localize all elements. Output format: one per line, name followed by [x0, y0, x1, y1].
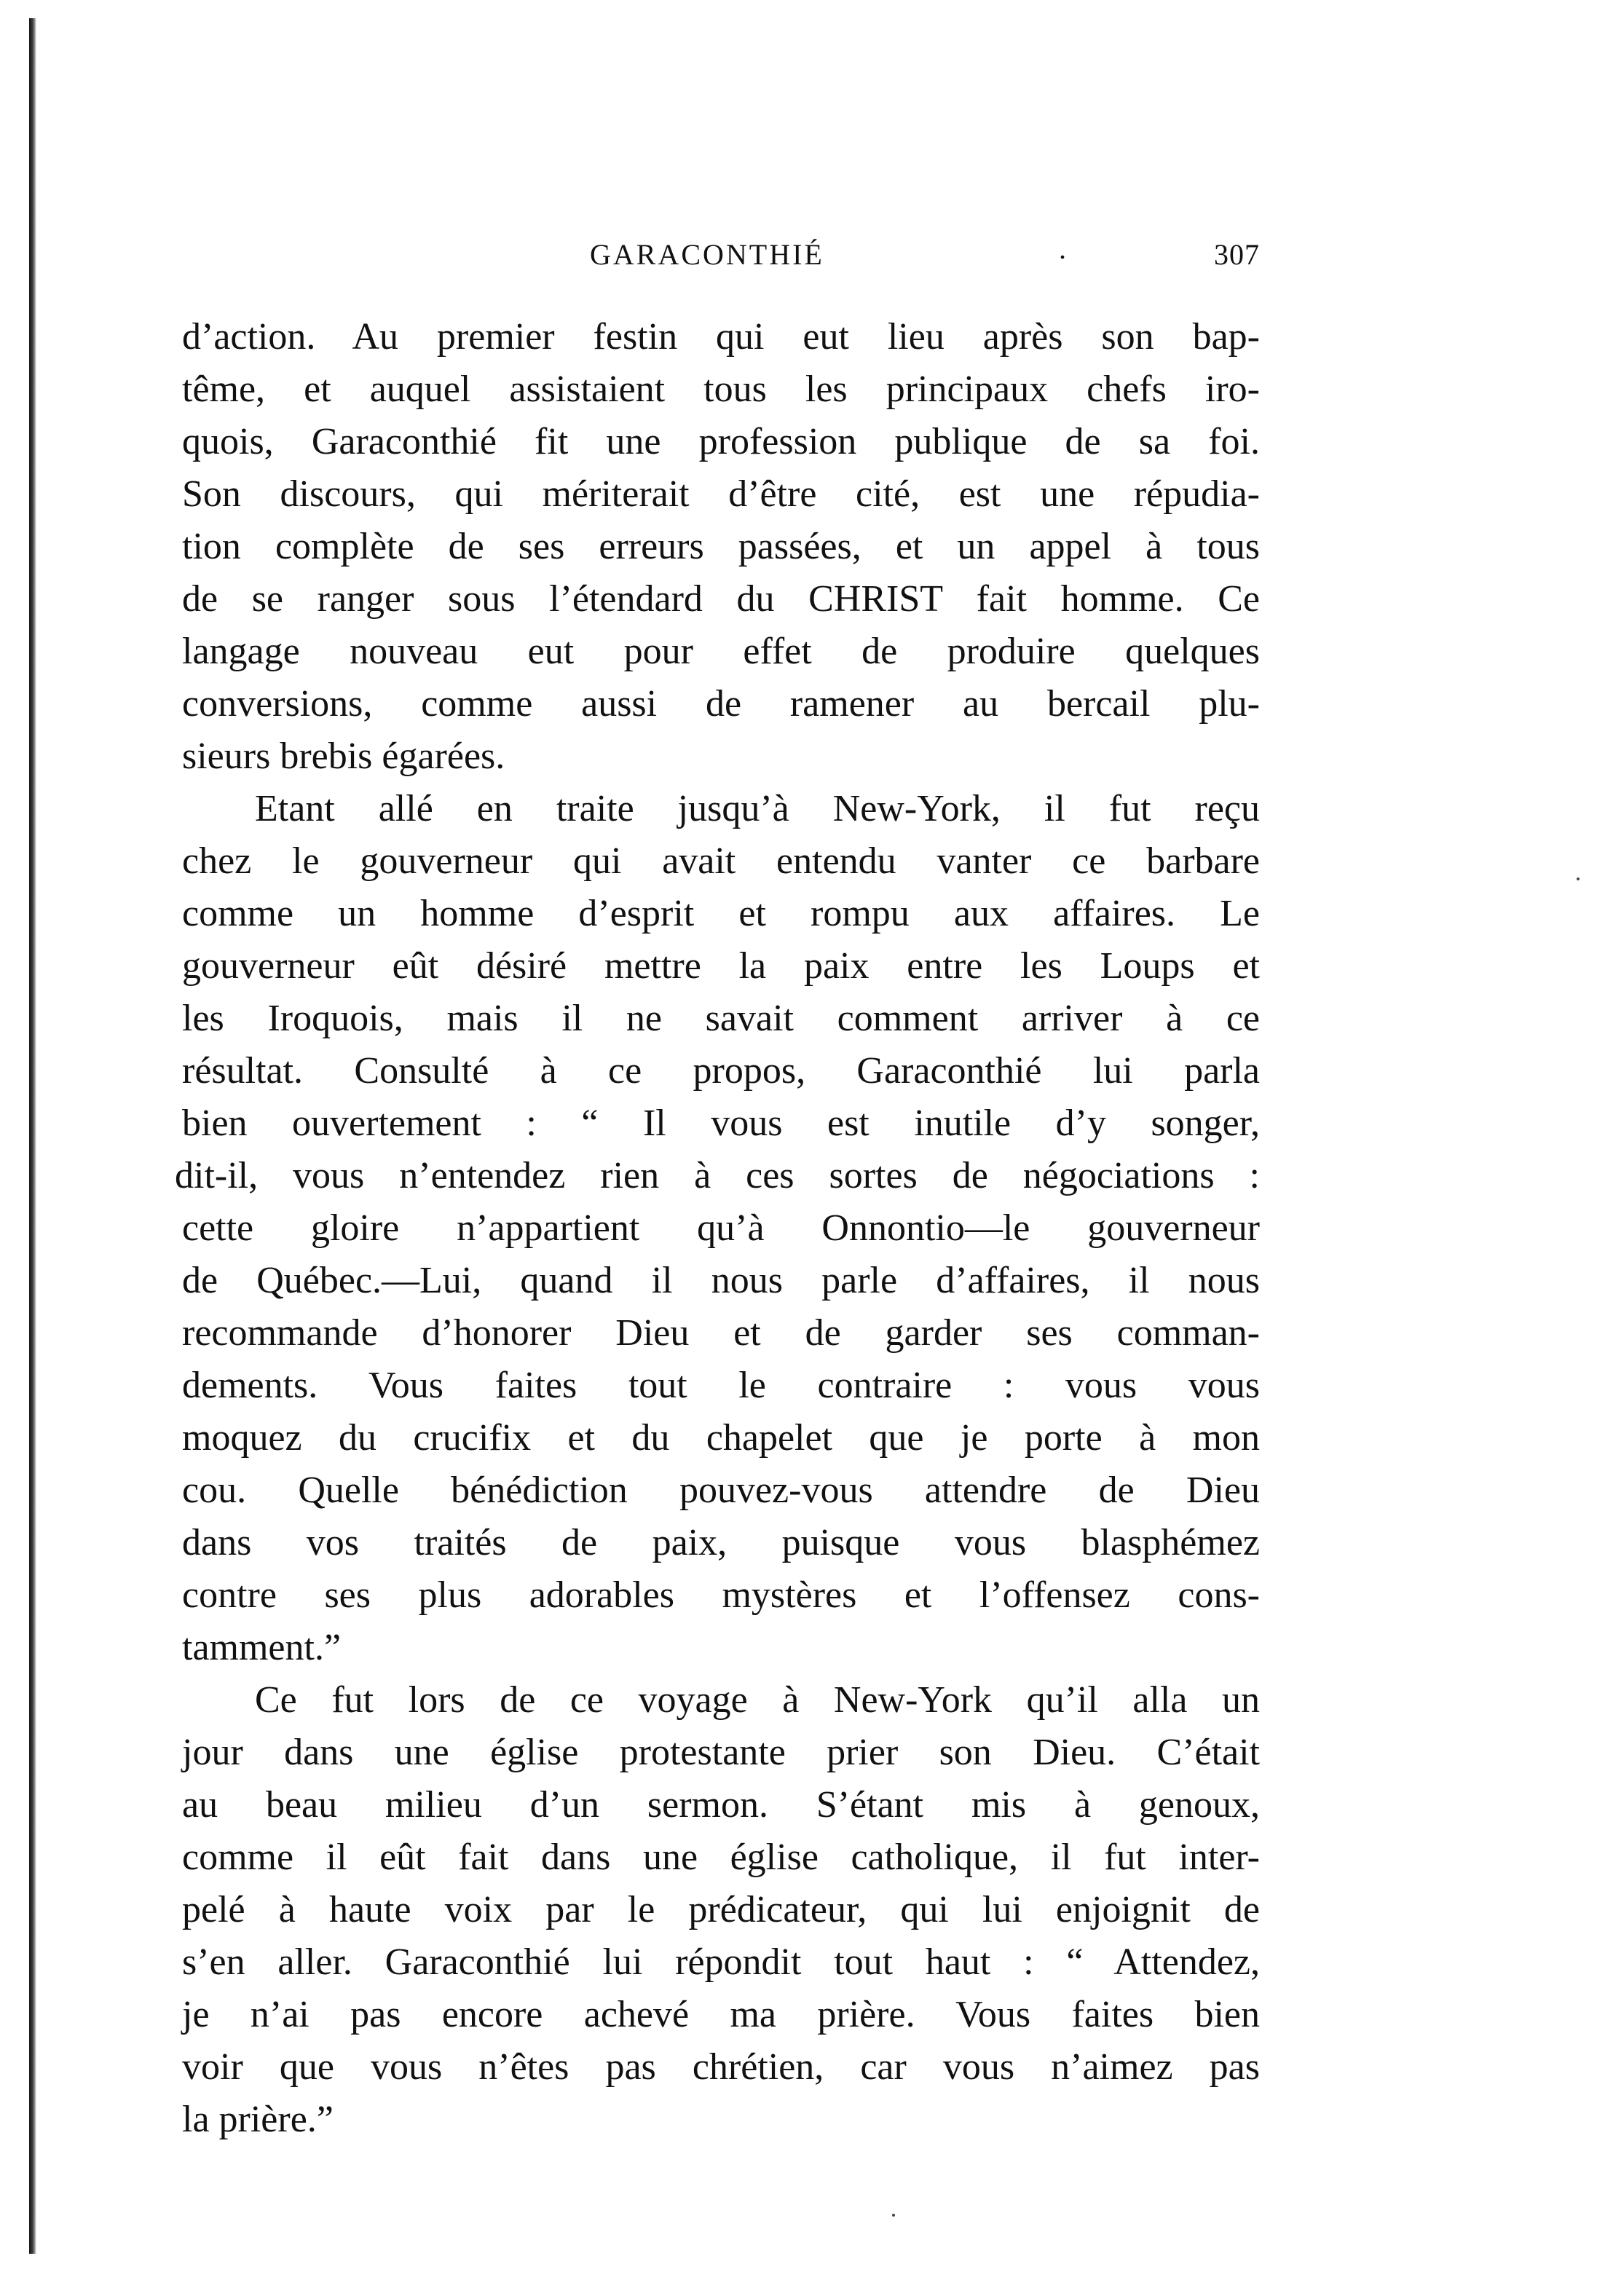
text-line: la prière.” — [182, 2099, 334, 2140]
text-line: quois, Garaconthié fit une profession publique de sa foi. — [182, 421, 1260, 462]
text-line: tême, et auquel assistaient tous les principaux chefs iro- — [182, 368, 1260, 410]
text-line: cette gloire n’appartient qu’à Onnontio—le gouverneur — [182, 1207, 1260, 1249]
stray-mark — [1577, 877, 1580, 880]
running-header — [182, 232, 1260, 281]
paragraph-start-line: Etant allé en traite jusqu’à New-York, il fut reçu — [255, 788, 1260, 829]
text-line: comme il eût fait dans une église catholique, il fut inter- — [182, 1837, 1260, 1878]
text-line: de Québec.—Lui, quand il nous parle d’affaires, il nous — [182, 1260, 1260, 1301]
text-line: jour dans une église protestante prier son Dieu. C’était — [182, 1732, 1260, 1773]
text-line: s’en aller. Garaconthié lui répondit tout haut : “ Attendez, — [182, 1941, 1260, 1983]
header-separator: . — [1059, 232, 1068, 265]
text-line: les Iroquois, mais il ne savait comment arriver à ce — [182, 998, 1260, 1039]
text-line: chez le gouverneur qui avait entendu vanter ce barbare — [182, 840, 1260, 882]
paragraph-start-line: Ce fut lors de ce voyage à New-York qu’il alla un — [255, 1679, 1260, 1721]
text-line: voir que vous n’êtes pas chrétien, car vous n’aimez pas — [182, 2046, 1260, 2088]
stray-mark — [892, 2214, 895, 2217]
text-line: résultat. Consulté à ce propos, Garaconthié lui parla — [182, 1050, 1260, 1092]
text-line: moquez du crucifix et du chapelet que je porte à mon — [182, 1417, 1260, 1459]
page-number: 307 — [1214, 238, 1260, 271]
running-title: GARACONTHIÉ — [590, 238, 824, 271]
page-binding-edge — [29, 18, 36, 2254]
text-line: tamment.” — [182, 1627, 342, 1668]
text-line: d’action. Au premier festin qui eut lieu après son bap- — [182, 316, 1260, 358]
text-line: dit-il, vous n’entendez rien à ces sortes de négociations : — [175, 1155, 1260, 1196]
text-line: au beau milieu d’un sermon. S’étant mis à genoux, — [182, 1784, 1260, 1826]
text-line: tion complète de ses erreurs passées, et un appel à tous — [182, 526, 1260, 567]
text-line: je n’ai pas encore achevé ma prière. Vous faites bien — [182, 1994, 1260, 2035]
text-line: sieurs brebis égarées. — [182, 735, 505, 777]
text-line: conversions, comme aussi de ramener au bercail plu- — [182, 683, 1260, 725]
text-line: dans vos traités de paix, puisque vous blasphémez — [182, 1522, 1260, 1563]
text-line: recommande d’honorer Dieu et de garder ses comman- — [182, 1312, 1260, 1354]
text-line: langage nouveau eut pour effet de produire quelques — [182, 631, 1260, 672]
text-line: cou. Quelle bénédiction pouvez-vous attendre de Dieu — [182, 1469, 1260, 1511]
text-line: contre ses plus adorables mystères et l’offensez cons- — [182, 1574, 1260, 1616]
body-text — [175, 311, 1260, 2146]
text-line: bien ouvertement : “ Il vous est inutile d’y songer, — [182, 1102, 1260, 1144]
text-line: Son discours, qui mériterait d’être cité, est une répudia- — [182, 473, 1260, 515]
text-line: dements. Vous faites tout le contraire : vous vous — [182, 1365, 1260, 1406]
text-line: comme un homme d’esprit et rompu aux affaires. Le — [182, 893, 1260, 934]
text-line: gouverneur eût désiré mettre la paix entre les Loups et — [182, 945, 1260, 987]
text-line: pelé à haute voix par le prédicateur, qui lui enjoignit de — [182, 1889, 1260, 1930]
text-line: de se ranger sous l’étendard du CHRIST fait homme. Ce — [182, 578, 1260, 620]
